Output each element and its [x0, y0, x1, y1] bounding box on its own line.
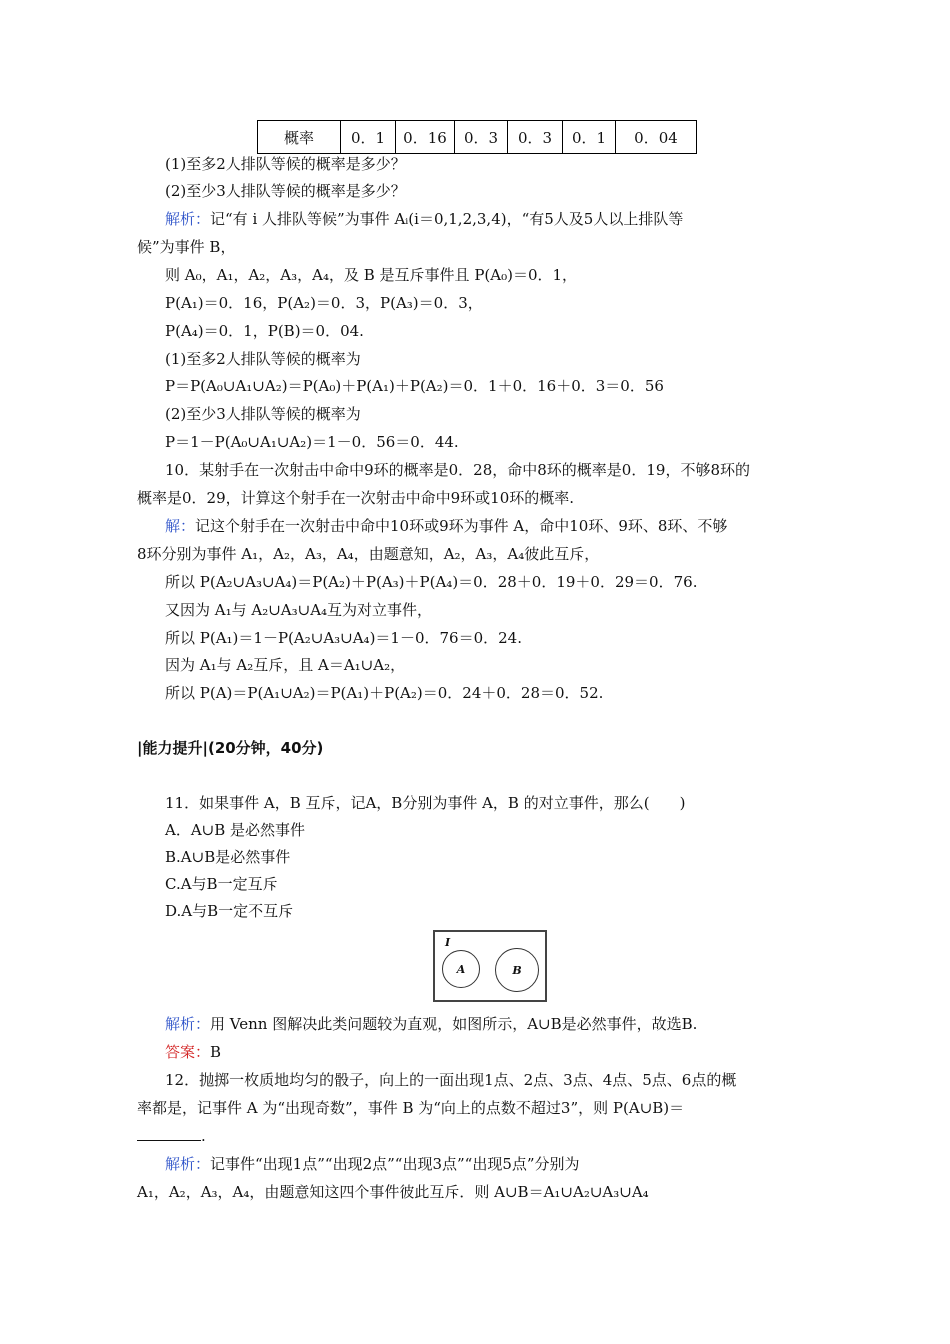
- analysis-text: 记事件“出现1点”“出现2点”“出现3点”“出现5点”分别为: [210, 1155, 580, 1173]
- table-cell: 0．3: [455, 121, 508, 154]
- q9-line4: P(A₁)＝0．16，P(A₂)＝0．3，P(A₃)＝0．3，: [165, 294, 483, 312]
- answer-blank: [137, 1126, 201, 1141]
- table-row: [258, 121, 697, 154]
- section-heading: |能力提升|(20分钟，40分): [137, 739, 324, 757]
- q10-stem-line1: 10．某射手在一次射击中命中9环的概率是0．28，命中8环的概率是0．19，不够8环的: [165, 461, 750, 479]
- q12-analysis-line1: [165, 1154, 580, 1174]
- q12-stem-line1: 12．抛掷一枚质地均匀的骰子，向上的一面出现1点、2点、3点、4点、5点、6点的概: [165, 1071, 737, 1089]
- q9-line7: P＝P(A₀∪A₁∪A₂)＝P(A₀)＋P(A₁)＋P(A₂)＝0．1＋0．16＋0．3＝0．56: [165, 377, 664, 395]
- q11-option-d: D.A与B一定不互斥: [165, 902, 294, 920]
- analysis-label: 解析：: [165, 1155, 211, 1173]
- q10-line5: 又因为 A₁与 A₂∪A₃∪A₄互为对立事件，: [165, 601, 433, 619]
- table-cell: 0．16: [396, 121, 455, 154]
- q9-line6: (1)至多2人排队等候的概率为: [165, 350, 361, 368]
- q9-sub2: (2)至少3人排队等候的概率是多少？: [165, 182, 406, 200]
- probability-table: [257, 120, 697, 154]
- table-cell: 0．3: [508, 121, 563, 154]
- q10-line7: 因为 A₁与 A₂互斥，且 A＝A₁∪A₂，: [165, 656, 406, 674]
- q12-stem-line2: 率都是，记事件 A 为“出现奇数”，事件 B 为“向上的点数不超过3”，则 P(A∪B)＝: [137, 1099, 685, 1117]
- q12-stem-line3: .: [137, 1126, 206, 1146]
- venn-diagram: [433, 930, 547, 1002]
- answer-label: 答案：: [165, 1043, 211, 1061]
- q9-sub1: (1)至多2人排队等候的概率是多少？: [165, 155, 406, 173]
- q10-line6: 所以 P(A₁)＝1－P(A₂∪A₃∪A₄)＝1－0．76＝0．24.: [165, 629, 522, 647]
- q9-line9: P＝1－P(A₀∪A₁∪A₂)＝1－0．56＝0．44.: [165, 433, 459, 451]
- q10-stem-line2: 概率是0．29，计算这个射手在一次射击中命中9环或10环的概率.: [137, 489, 575, 507]
- q11-option-a: A．A∪B 是必然事件: [165, 821, 306, 839]
- venn-universal-label: I: [445, 936, 451, 949]
- q9-line3: 则 A₀，A₁，A₂，A₃，A₄，及 B 是互斥事件且 P(A₀)＝0．1，: [165, 266, 578, 284]
- solution-label: 解：: [165, 517, 196, 535]
- analysis-text: 用 Venn 图解决此类问题较为直观，如图所示，A∪B是必然事件，故选B.: [210, 1015, 698, 1033]
- analysis-text: 记“有 i 人排队等候”为事件 Aᵢ(i＝0,1,2,3,4)，“有5人及5人以上排队等: [210, 210, 684, 228]
- table-cell: 0．1: [563, 121, 616, 154]
- analysis-label: 解析：: [165, 210, 211, 228]
- q10-solution-line1: [165, 516, 727, 536]
- q10-line4: 所以 P(A₂∪A₃∪A₄)＝P(A₂)＋P(A₃)＋P(A₄)＝0．28＋0．19＋0．29＝0．76.: [165, 573, 698, 591]
- table-cell: 0．1: [341, 121, 396, 154]
- q9-analysis-line1: [165, 209, 683, 229]
- q10-line3: 8环分别为事件 A₁，A₂，A₃，A₄，由题意知，A₂，A₃，A₄彼此互斥，: [137, 545, 600, 563]
- q11-option-b: B.A∪B是必然事件: [165, 848, 291, 866]
- q11-analysis: [165, 1014, 697, 1034]
- q11-answer: [165, 1042, 221, 1062]
- q11-option-c: C.A与B一定互斥: [165, 875, 278, 893]
- q12-analysis-line2: A₁，A₂，A₃，A₄，由题意知这四个事件彼此互斥．则 A∪B＝A₁∪A₂∪A₃∪A₄: [137, 1183, 649, 1201]
- q11-stem: 11．如果事件 A，B 互斥，记A，B分别为事件 A，B 的对立事件，那么( ): [165, 794, 686, 812]
- table-header-cell: 概率: [258, 121, 341, 154]
- q10-line8: 所以 P(A)＝P(A₁∪A₂)＝P(A₁)＋P(A₂)＝0．24＋0．28＝0．52.: [165, 684, 604, 702]
- q9-line8: (2)至少3人排队等候的概率为: [165, 405, 361, 423]
- venn-circle-a: A: [442, 950, 480, 988]
- table-cell: 0．04: [616, 121, 697, 154]
- answer-text: B: [210, 1043, 222, 1061]
- venn-circle-b: B: [495, 948, 539, 992]
- q9-analysis-line2: 候”为事件 B，: [137, 238, 236, 256]
- analysis-label: 解析：: [165, 1015, 211, 1033]
- q9-line5: P(A₄)＝0．1，P(B)＝0．04.: [165, 322, 364, 340]
- solution-text: 记这个射手在一次射击中命中10环或9环为事件 A，命中10环、9环、8环、不够: [195, 517, 728, 535]
